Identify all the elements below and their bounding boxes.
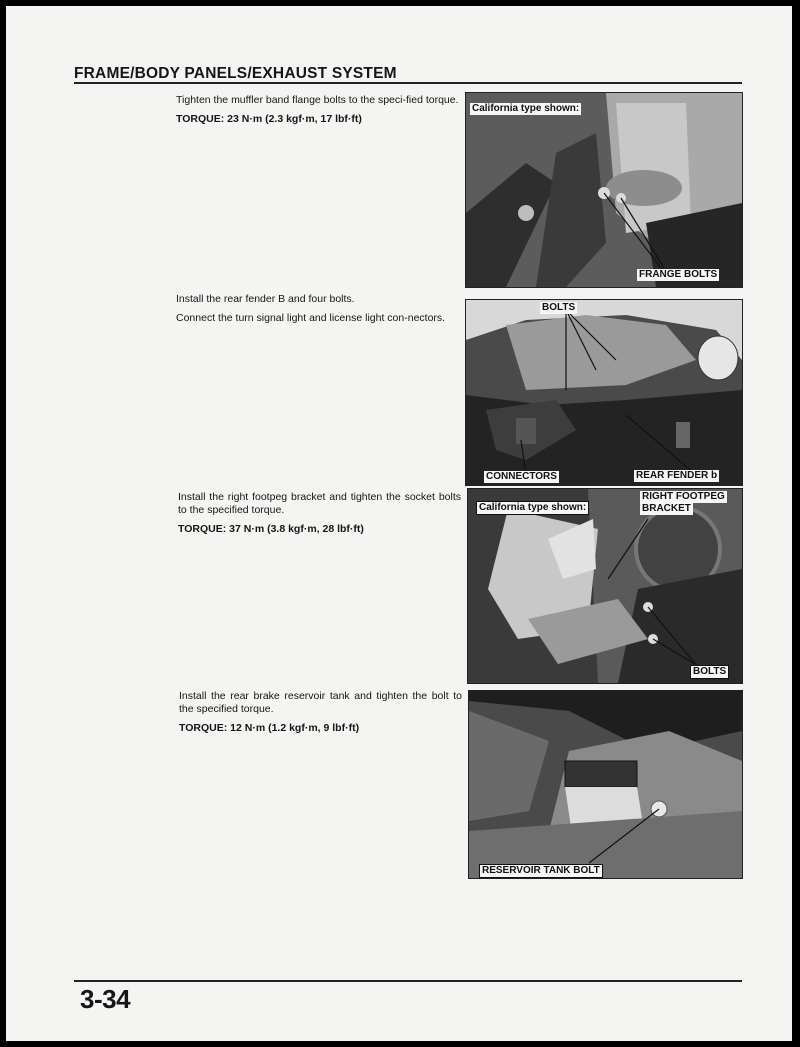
step-muffler-text [176, 94, 459, 132]
callout-label: RESERVOIR TANK BOLT [479, 864, 603, 878]
section-title: FRAME/BODY PANELS/EXHAUST SYSTEM [74, 65, 397, 82]
photo-reservoir-tank [468, 690, 743, 879]
step-instruction: Install the rear brake reservoir tank and tighten the bolt to the specified torque. [179, 690, 462, 715]
step-reservoir-text [179, 690, 462, 741]
photo-rear-fender [465, 299, 743, 486]
photo-image [469, 691, 742, 878]
callout-label: BRACKET [642, 503, 691, 514]
photo-label: California type shown: [476, 501, 589, 515]
callout-label: REAR FENDER b [636, 470, 718, 481]
callout-label: BOLTS [542, 302, 576, 313]
photo-image [466, 93, 742, 287]
manual-page [6, 6, 792, 1041]
photo-muffler-flange [465, 92, 743, 288]
torque-spec: TORQUE: 37 N·m (3.8 kgf·m, 28 lbf·ft) [178, 523, 364, 535]
step-instruction-2: Connect the turn signal light and license light con-nectors. [176, 312, 446, 324]
callout-label: RIGHT FOOTPEG [642, 491, 725, 502]
step-footpeg-text [178, 491, 461, 542]
callout-label: FRANGE BOLTS [639, 269, 718, 280]
torque-spec: TORQUE: 23 N·m (2.3 kgf·m, 17 lbf·ft) [176, 113, 362, 125]
photo-footpeg-bracket [467, 488, 743, 684]
footer-rule [74, 980, 742, 982]
step-fender-text [176, 293, 459, 331]
callout-label: BOLTS [690, 665, 729, 679]
step-instruction: Tighten the muffler band flange bolts to the speci-fied torque. [176, 94, 459, 106]
callout-label: CONNECTORS [486, 471, 557, 482]
photo-image [468, 489, 742, 683]
step-instruction: Install the rear fender B and four bolts. [176, 293, 355, 305]
header-rule [74, 82, 742, 84]
photo-label: California type shown: [472, 103, 580, 114]
torque-spec: TORQUE: 12 N·m (1.2 kgf·m, 9 lbf·ft) [179, 722, 360, 734]
step-instruction: Install the right footpeg bracket and tighten the socket bolts to the specified torque. [178, 491, 461, 516]
page-number: 3-34 [80, 984, 131, 1014]
photo-image [466, 300, 742, 485]
